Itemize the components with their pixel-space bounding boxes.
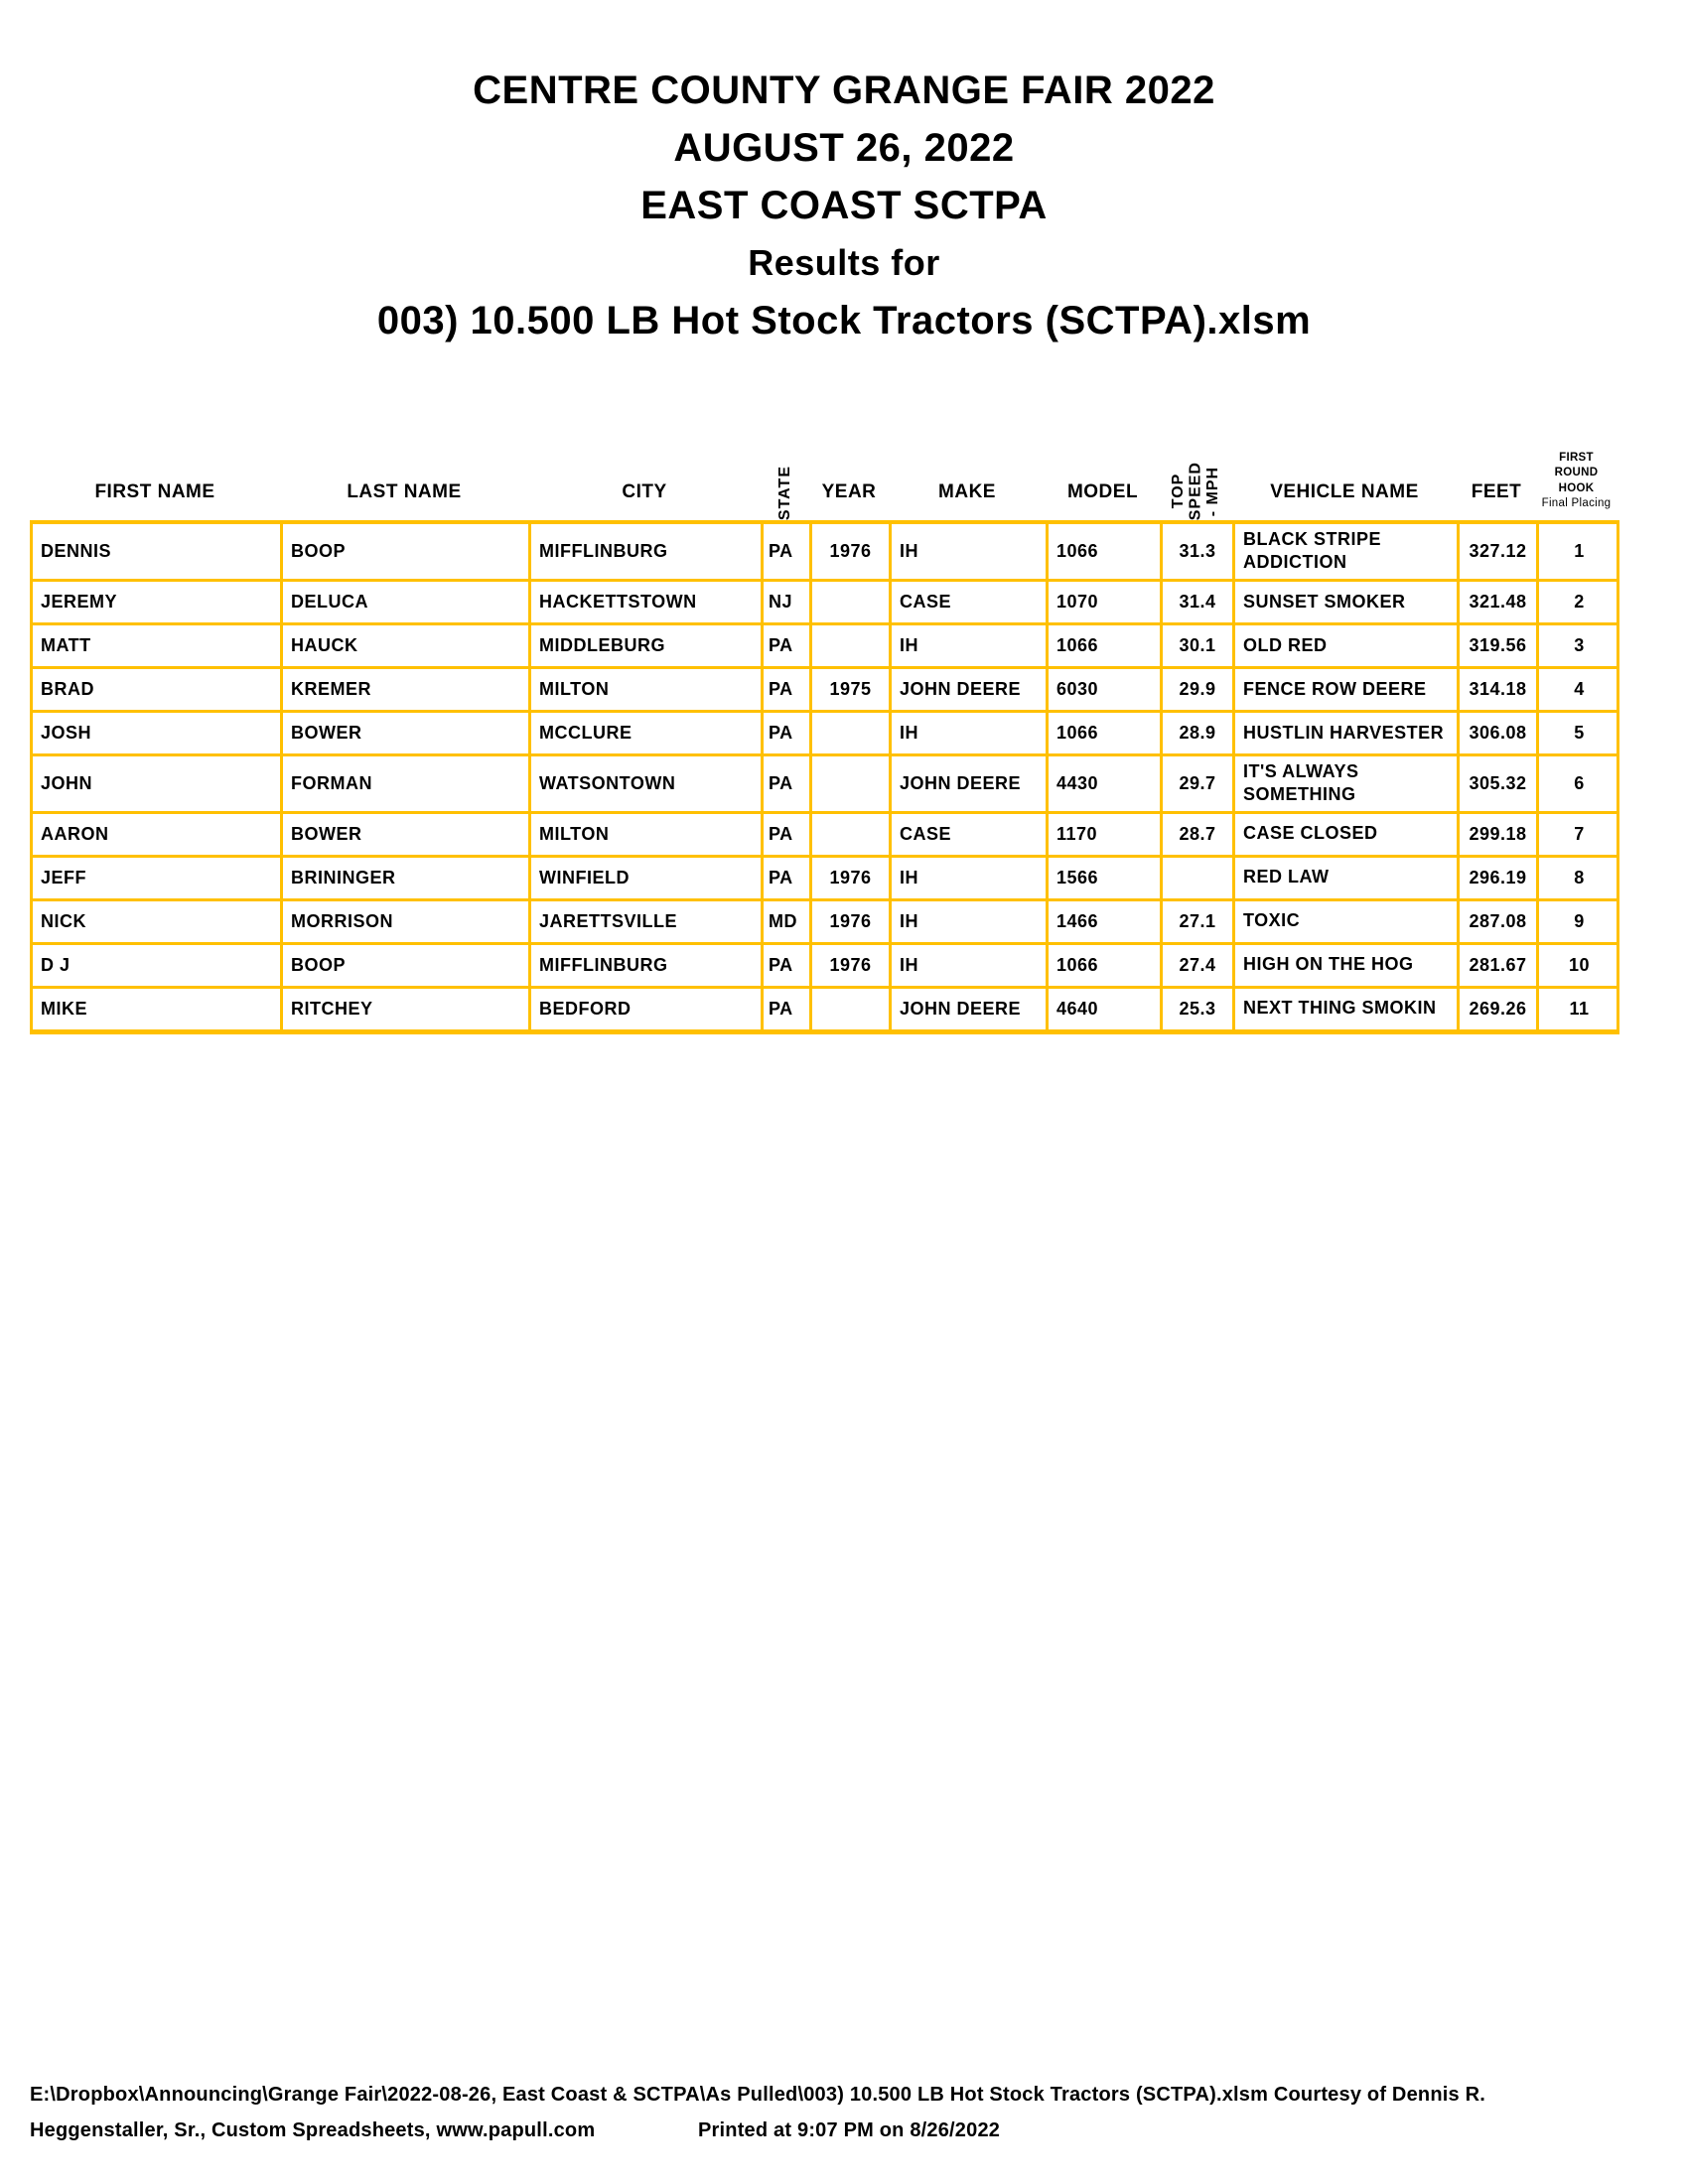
title-line-date: AUGUST 26, 2022 [673,126,1015,170]
cell-state: PA [764,989,812,1029]
cell-city: MILTON [531,669,764,710]
state-vertical-label: STATE [775,465,793,520]
cell-last-name: BOWER [283,713,531,753]
cell-year: 1976 [812,524,892,579]
cell-placing: 6 [1574,772,1585,793]
cell-model: 1066 [1049,713,1163,753]
cell-vehicle-name: CASE CLOSED [1235,814,1460,855]
cell-model: 1466 [1049,901,1163,942]
col-header-first-round-hook: FIRST ROUND HOOK Final Placing [1541,451,1612,510]
cell-last-name: HAUCK [283,625,531,666]
cell-city: MIFFLINBURG [531,524,764,579]
cell-top-speed: 29.7 [1163,756,1235,811]
top-speed-vertical-label: TOP SPEED - MPH [1170,461,1222,520]
cell-model: 1070 [1049,582,1163,622]
cell-state: PA [764,756,812,811]
cell-last-name: BOWER [283,814,531,855]
cell-first-name: JEFF [33,858,283,898]
cell-make: JOHN DEERE [892,756,1049,811]
cell-year [812,814,892,855]
footer [30,2077,1658,2148]
cell-feet: 281.67 [1460,945,1539,986]
cell-last-name: BRININGER [283,858,531,898]
col-header-state [761,433,809,520]
cell-feet: 327.12 [1460,524,1539,579]
cell-top-speed: 27.1 [1163,901,1235,942]
cell-state: PA [764,669,812,710]
cell-year [812,713,892,753]
col-header-make: MAKE [938,481,996,502]
cell-make: IH [892,858,1049,898]
cell-placing: 9 [1574,910,1585,931]
col-header-last-name: LAST NAME [347,481,462,502]
cell-year: 1976 [812,901,892,942]
cell-last-name: FORMAN [283,756,531,811]
cell-state: PA [764,713,812,753]
cell-city: WINFIELD [531,858,764,898]
cell-vehicle-name: BLACK STRIPE ADDICTION [1235,524,1460,579]
cell-top-speed: 28.9 [1163,713,1235,753]
table-row [30,756,1619,814]
cell-top-speed: 25.3 [1163,989,1235,1029]
title-line-results-for: Results for [748,242,940,283]
cell-year [812,625,892,666]
cell-first-name: D J [33,945,283,986]
cell-placing: 7 [1574,823,1585,844]
cell-make: CASE [892,582,1049,622]
footer-credit-line [30,2113,1658,2148]
cell-state: MD [764,901,812,942]
cell-first-name: MATT [33,625,283,666]
cell-make: IH [892,625,1049,666]
cell-year: 1976 [812,858,892,898]
cell-city: BEDFORD [531,989,764,1029]
col-header-first-name: FIRST NAME [94,481,215,502]
cell-vehicle-name: IT'S ALWAYS SOMETHING [1235,756,1460,811]
cell-feet: 321.48 [1460,582,1539,622]
cell-placing: 5 [1574,723,1585,744]
cell-feet: 269.26 [1460,989,1539,1029]
cell-city: JARETTSVILLE [531,901,764,942]
table-row [30,582,1619,625]
cell-model: 4430 [1049,756,1163,811]
cell-placing: 11 [1569,998,1590,1019]
cell-top-speed: 31.3 [1163,524,1235,579]
cell-last-name: RITCHEY [283,989,531,1029]
cell-year [812,756,892,811]
cell-model: 1170 [1049,814,1163,855]
cell-feet: 314.18 [1460,669,1539,710]
cell-last-name: MORRISON [283,901,531,942]
cell-year [812,582,892,622]
cell-year: 1975 [812,669,892,710]
cell-vehicle-name: HIGH ON THE HOG [1235,945,1460,986]
title-line-event: CENTRE COUNTY GRANGE FAIR 2022 [473,68,1215,112]
cell-placing: 2 [1574,592,1585,613]
cell-year: 1976 [812,945,892,986]
cell-first-name: JOSH [33,713,283,753]
cell-top-speed: 29.9 [1163,669,1235,710]
cell-state: PA [764,814,812,855]
cell-vehicle-name: TOXIC [1235,901,1460,942]
cell-city: MILTON [531,814,764,855]
cell-feet: 296.19 [1460,858,1539,898]
cell-top-speed: 30.1 [1163,625,1235,666]
cell-placing: 8 [1574,867,1585,887]
table-row [30,989,1619,1032]
footer-credit-left: Heggenstaller, Sr., Custom Spreadsheets, www.papull.com [30,2119,596,2141]
table-row [30,524,1619,582]
cell-state: PA [764,858,812,898]
cell-first-name: NICK [33,901,283,942]
cell-feet: 305.32 [1460,756,1539,811]
footer-file-path: E:\Dropbox\Announcing\Grange Fair\2022-08-26, East Coast & SCTPA\As Pulled\003) 10.500 LB Hot Stock Tractors (SCTPA).xlsm Courtesy of Dennis R. [30,2084,1485,2106]
cell-make: JOHN DEERE [892,989,1049,1029]
cell-vehicle-name: NEXT THING SMOKIN [1235,989,1460,1029]
cell-vehicle-name: SUNSET SMOKER [1235,582,1460,622]
cell-feet: 306.08 [1460,713,1539,753]
cell-model: 1066 [1049,625,1163,666]
cell-top-speed: 31.4 [1163,582,1235,622]
cell-first-name: DENNIS [33,524,283,579]
col-header-year: YEAR [821,481,877,502]
table-row [30,945,1619,989]
cell-last-name: BOOP [283,524,531,579]
cell-placing: 1 [1574,541,1585,562]
page-title [0,0,1688,349]
cell-top-speed [1163,858,1235,898]
cell-model: 4640 [1049,989,1163,1029]
table-row [30,858,1619,901]
cell-placing: 10 [1568,954,1591,975]
table-row [30,625,1619,669]
cell-vehicle-name: RED LAW [1235,858,1460,898]
cell-make: IH [892,524,1049,579]
cell-city: MIDDLEBURG [531,625,764,666]
col-header-city: CITY [622,481,667,502]
footer-printed-at: Printed at 9:07 PM on 8/26/2022 [698,2119,1001,2141]
cell-feet: 299.18 [1460,814,1539,855]
cell-first-name: MIKE [33,989,283,1029]
col-header-top-speed [1160,433,1232,520]
cell-vehicle-name: OLD RED [1235,625,1460,666]
cell-make: IH [892,713,1049,753]
table-header-row [30,433,1619,520]
cell-state: NJ [764,582,812,622]
cell-make: IH [892,901,1049,942]
col-header-vehicle-name: VEHICLE NAME [1270,481,1419,502]
cell-year [812,989,892,1029]
cell-vehicle-name: FENCE ROW DEERE [1235,669,1460,710]
cell-first-name: AARON [33,814,283,855]
cell-first-name: BRAD [33,669,283,710]
cell-top-speed: 27.4 [1163,945,1235,986]
cell-feet: 319.56 [1460,625,1539,666]
col-header-feet: FEET [1471,481,1522,502]
cell-vehicle-name: HUSTLIN HARVESTER [1235,713,1460,753]
cell-state: PA [764,524,812,579]
cell-city: MIFFLINBURG [531,945,764,986]
cell-top-speed: 28.7 [1163,814,1235,855]
cell-state: PA [764,625,812,666]
cell-last-name: DELUCA [283,582,531,622]
table-row [30,901,1619,945]
cell-placing: 3 [1574,635,1585,656]
table-row [30,713,1619,756]
cell-model: 1066 [1049,524,1163,579]
cell-city: WATSONTOWN [531,756,764,811]
cell-make: JOHN DEERE [892,669,1049,710]
cell-state: PA [764,945,812,986]
table-body [30,520,1619,1034]
title-line-class-file: 003) 10.500 LB Hot Stock Tractors (SCTPA).xlsm [376,299,1312,342]
title-line-organization: EAST COAST SCTPA [640,184,1048,227]
cell-placing: 4 [1574,679,1585,700]
col-header-model: MODEL [1066,481,1139,502]
results-table [30,433,1619,1034]
cell-city: HACKETTSTOWN [531,582,764,622]
cell-first-name: JOHN [33,756,283,811]
cell-first-name: JEREMY [33,582,283,622]
table-row [30,669,1619,713]
cell-make: IH [892,945,1049,986]
cell-last-name: BOOP [283,945,531,986]
cell-model: 1066 [1049,945,1163,986]
cell-make: CASE [892,814,1049,855]
table-row [30,814,1619,858]
cell-model: 1566 [1049,858,1163,898]
cell-feet: 287.08 [1460,901,1539,942]
cell-city: MCCLURE [531,713,764,753]
cell-last-name: KREMER [283,669,531,710]
cell-model: 6030 [1049,669,1163,710]
